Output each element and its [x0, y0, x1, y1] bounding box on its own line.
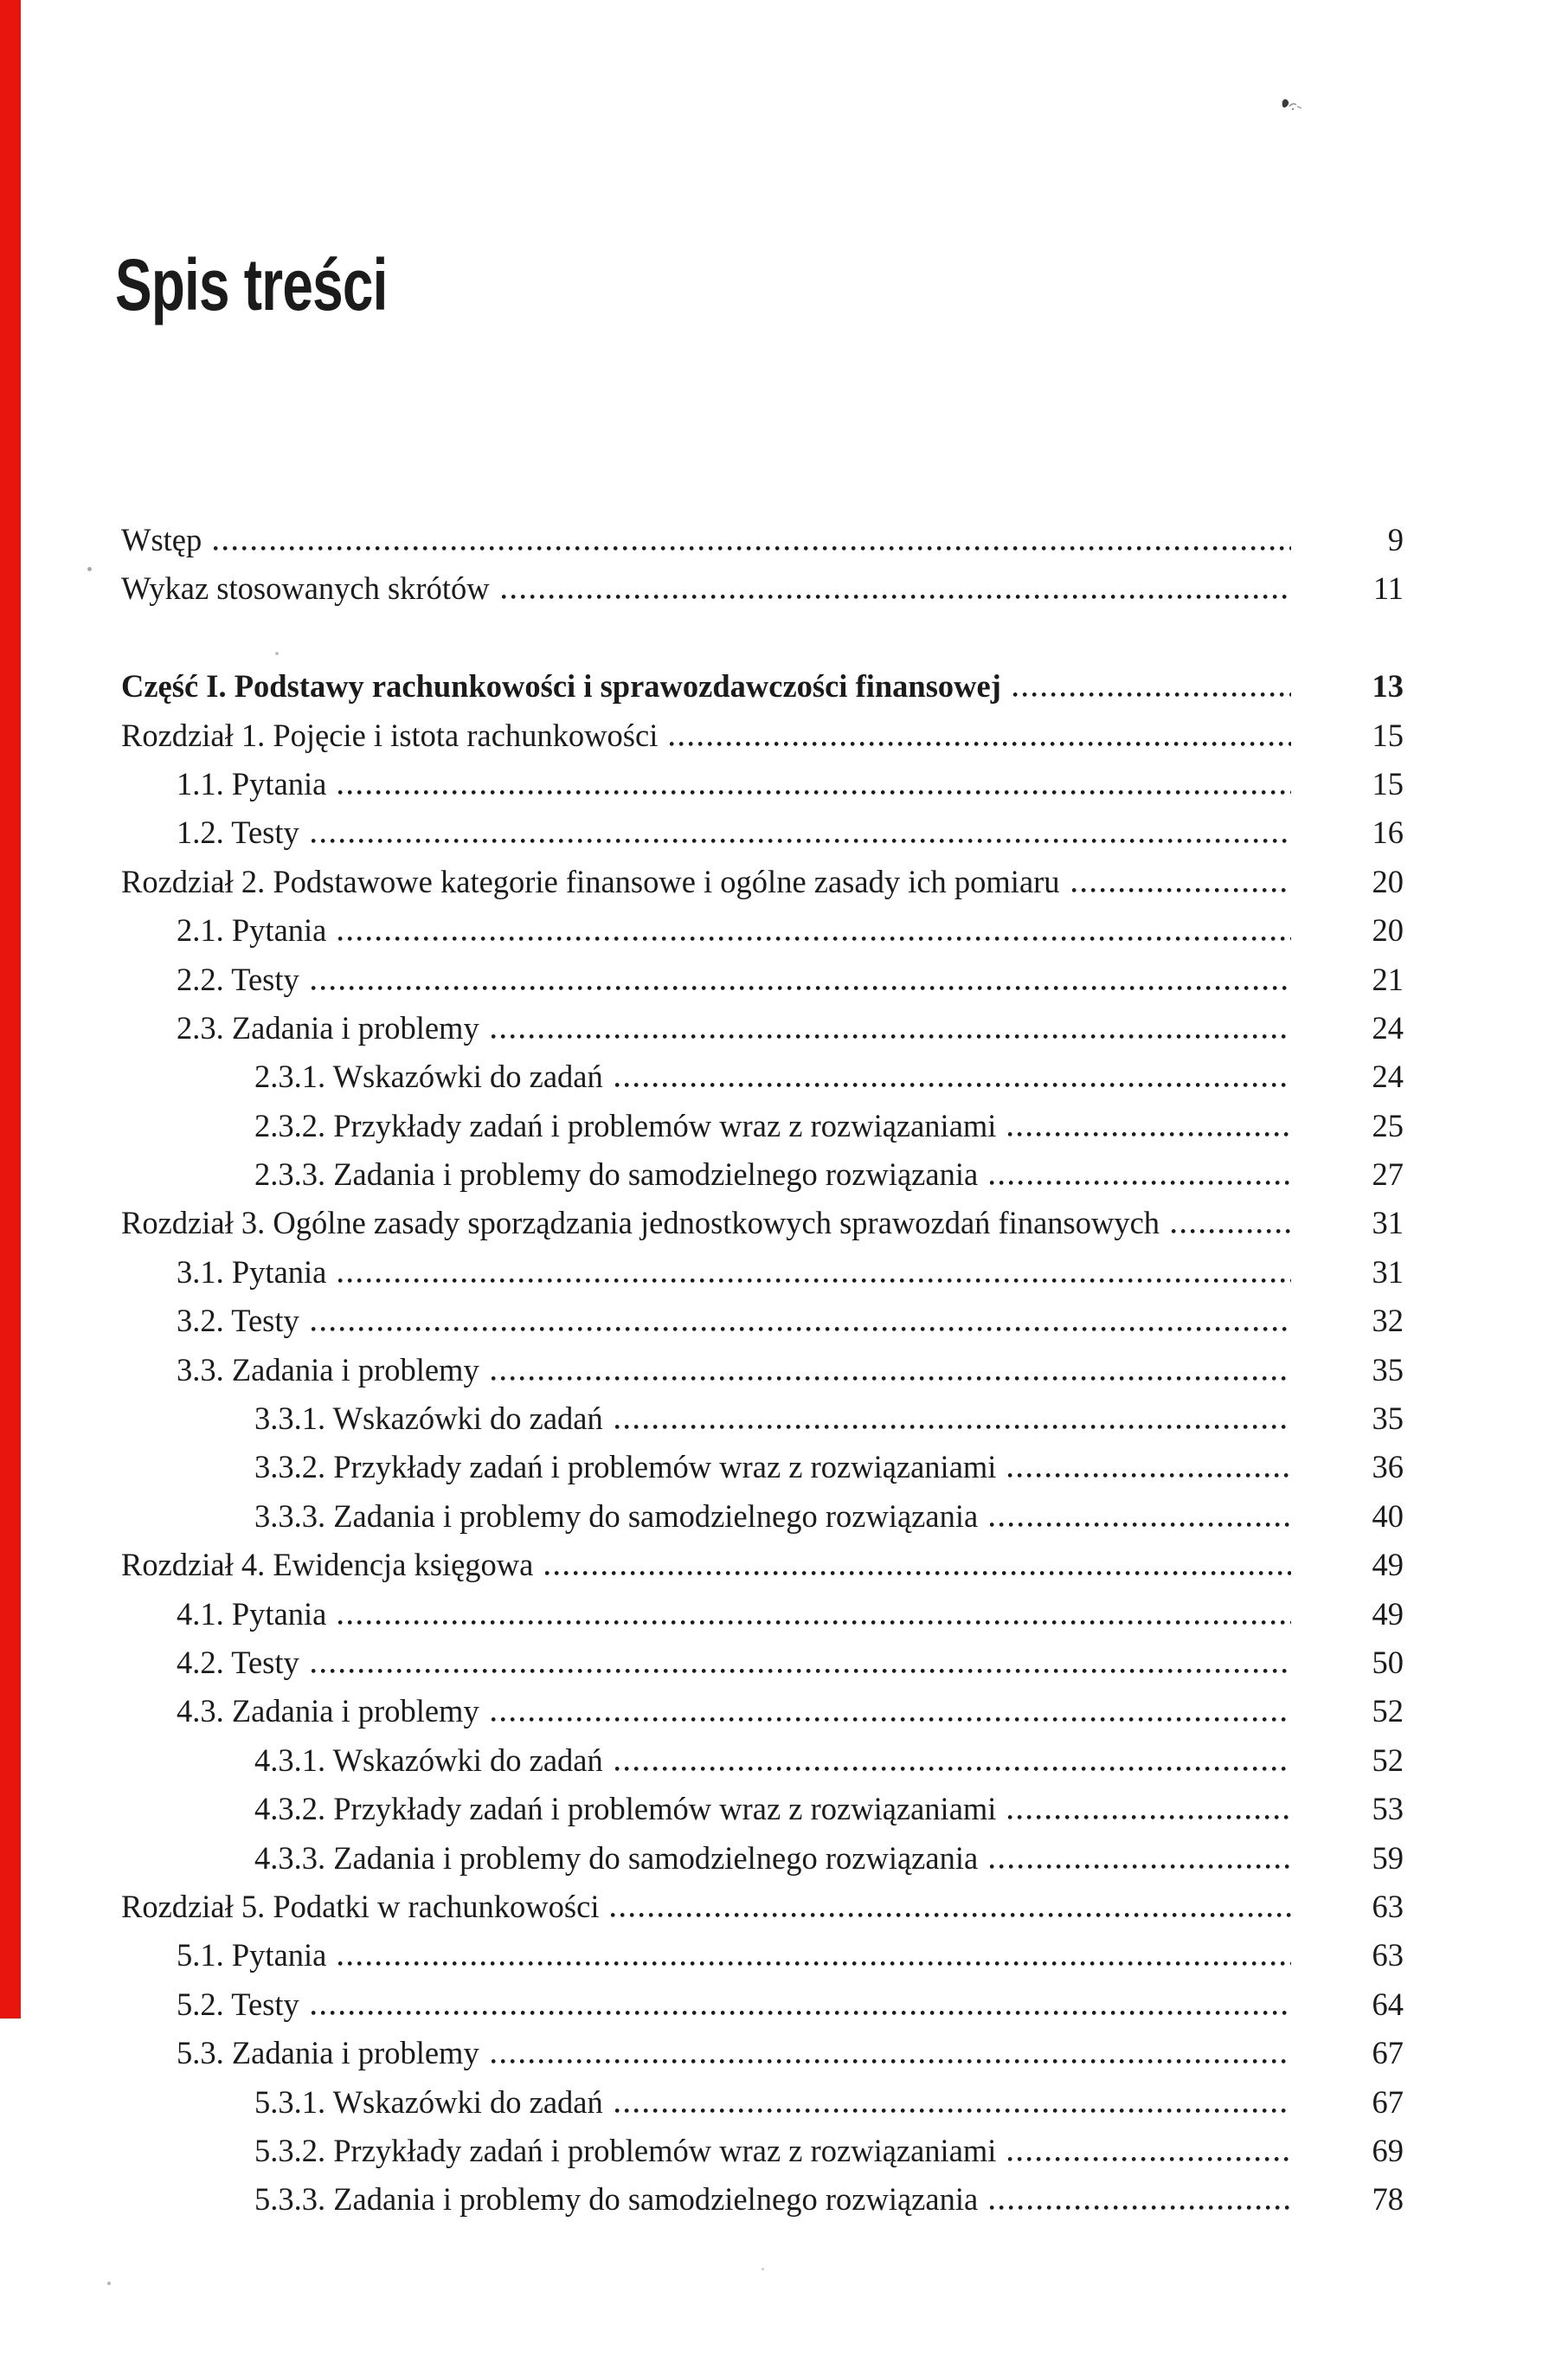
handwritten-scribble-mark: [1279, 95, 1305, 119]
toc-entry-label: 3.3.3. Zadania i problemy do samodzielnego rozwiązania: [254, 1497, 979, 1534]
toc-entry-page: 20: [1372, 912, 1404, 949]
toc-row: [121, 711, 1404, 760]
toc-entry-page: 59: [1372, 1839, 1404, 1876]
toc-entry-page: 31: [1372, 1205, 1404, 1241]
scan-noise-speck: [107, 2282, 111, 2285]
toc-entry-page: 16: [1372, 814, 1404, 851]
dotted-leader: [492, 1376, 1291, 1381]
toc-entry-label: 4.3.1. Wskazówki do zadań: [254, 1742, 603, 1778]
toc-entry-label: Rozdział 2. Podstawowe kategorie finansowe i ogólne zasady ich pomiaru: [121, 863, 1060, 899]
toc-row: [121, 1443, 1404, 1491]
toc-entry-page: 49: [1372, 1595, 1404, 1632]
toc-row: [121, 1834, 1404, 1883]
toc-entry-page: 24: [1372, 1009, 1404, 1046]
toc-row: [121, 1053, 1404, 1101]
toc-list: [121, 516, 1404, 2225]
toc-entry-label: 2.1. Pytania: [177, 912, 327, 949]
toc-entry-label: 4.1. Pytania: [177, 1595, 327, 1632]
toc-entry-page: 24: [1372, 1059, 1404, 1095]
toc-entry-page: 9: [1387, 522, 1404, 557]
dotted-leader: [312, 2011, 1291, 2015]
toc-row: [121, 956, 1404, 1004]
toc-entry-page: 53: [1372, 1791, 1404, 1827]
dotted-leader: [1008, 1132, 1291, 1136]
dotted-leader: [338, 937, 1291, 941]
toc-row: [121, 2175, 1404, 2224]
toc-row: [121, 1931, 1404, 1980]
toc-entry-label: 1.1. Pytania: [177, 765, 327, 802]
toc-entry-page: 15: [1372, 717, 1404, 753]
dotted-leader: [1072, 888, 1291, 892]
toc-entry-page: 67: [1372, 2083, 1404, 2120]
toc-row: [121, 1004, 1404, 1053]
toc-entry-page: 50: [1372, 1644, 1404, 1680]
dotted-leader: [990, 1181, 1291, 1185]
toc-entry-label: Rozdział 3. Ogólne zasady sporządzania jednostkowych sprawozdań finansowych: [121, 1205, 1160, 1241]
toc-row: [121, 1883, 1404, 1931]
dotted-leader: [338, 790, 1291, 795]
toc-entry-label: 4.3. Zadania i problemy: [177, 1693, 479, 1729]
toc-entry-page: 11: [1372, 570, 1404, 607]
dotted-leader: [502, 595, 1291, 599]
toc-entry-page: 21: [1372, 961, 1404, 997]
toc-entry-label: 5.2. Testy: [177, 1986, 299, 2022]
dotted-leader: [670, 742, 1291, 746]
toc-entry-label: 2.2. Testy: [177, 961, 299, 997]
red-edge-bar: [0, 0, 21, 2019]
toc-entry-label: 5.1. Pytania: [177, 1937, 327, 1973]
toc-row: [121, 564, 1404, 613]
toc-entry-label: Część I. Podstawy rachunkowości i sprawozdawczości finansowej: [121, 668, 1001, 705]
toc-row: [121, 1199, 1404, 1247]
toc-row: [121, 2078, 1404, 2127]
toc-entry-page: 67: [1372, 2035, 1404, 2071]
toc-entry-label: Rozdział 5. Podatki w rachunkowości: [121, 1888, 600, 1924]
toc-entry-label: Wstęp: [121, 522, 202, 557]
toc-entry-label: Wykaz stosowanych skrótów: [121, 570, 490, 607]
dotted-leader: [615, 1083, 1291, 1087]
toc-entry-label: 4.2. Testy: [177, 1644, 299, 1680]
scan-noise-speck: [87, 567, 92, 571]
toc-row: [121, 1639, 1404, 1687]
toc-entry-page: 15: [1372, 765, 1404, 802]
dotted-leader: [492, 2059, 1291, 2064]
toc-entry-page: 35: [1372, 1400, 1404, 1437]
toc-row: [121, 1346, 1404, 1394]
toc-entry-label: 1.2. Testy: [177, 814, 299, 851]
toc-entry-page: 64: [1372, 1986, 1404, 2022]
toc-row: [121, 516, 1404, 564]
dotted-leader: [611, 1913, 1291, 1917]
toc-entry-page: 52: [1372, 1742, 1404, 1778]
toc-entry-page: 25: [1372, 1107, 1404, 1143]
toc-row: [121, 1394, 1404, 1443]
dotted-leader: [312, 1669, 1291, 1673]
toc-entry-label: 3.1. Pytania: [177, 1253, 327, 1290]
toc-entry-label: 5.3.1. Wskazówki do zadań: [254, 2083, 603, 2120]
dotted-leader: [615, 2109, 1291, 2113]
dotted-leader: [214, 546, 1291, 551]
dotted-leader: [990, 2205, 1291, 2210]
toc-entry-page: 32: [1372, 1303, 1404, 1339]
dotted-leader: [615, 1767, 1291, 1771]
toc-entry-page: 13: [1372, 668, 1404, 705]
toc-entry-label: 5.3.3. Zadania i problemy do samodzielnego rozwiązania: [254, 2181, 979, 2218]
dotted-leader: [615, 1425, 1291, 1429]
toc-entry-page: 40: [1372, 1497, 1404, 1534]
toc-row: [121, 1980, 1404, 2029]
toc-row: [121, 1736, 1404, 1785]
toc-row: [121, 1785, 1404, 1833]
dotted-leader: [338, 1961, 1291, 1966]
toc-entry-label: 3.3.2. Przykłady zadań i problemów wraz z rozwiązaniami: [254, 1449, 997, 1485]
toc-entry-label: 3.3. Zadania i problemy: [177, 1351, 479, 1388]
toc-entry-page: 20: [1372, 863, 1404, 899]
scan-noise-speck: [275, 652, 279, 655]
toc-row: [121, 1687, 1404, 1735]
toc-row: [121, 662, 1404, 711]
toc-entry-page: 35: [1372, 1351, 1404, 1388]
dotted-leader: [492, 1034, 1291, 1039]
toc-row: [121, 1248, 1404, 1297]
toc-row: [121, 858, 1404, 906]
dotted-leader: [1008, 1815, 1291, 1819]
toc-row: [121, 808, 1404, 857]
toc-entry-label: Rozdział 1. Pojęcie i istota rachunkowości: [121, 717, 659, 753]
toc-entry-label: 5.3. Zadania i problemy: [177, 2035, 479, 2071]
dotted-leader: [990, 1864, 1291, 1869]
toc-entry-label: 3.3.1. Wskazówki do zadań: [254, 1400, 603, 1437]
dotted-leader: [1172, 1229, 1291, 1233]
toc-entry-label: 3.2. Testy: [177, 1303, 299, 1339]
toc-row: [121, 1297, 1404, 1345]
toc-entry-page: 31: [1372, 1253, 1404, 1290]
toc-entry-label: 2.3.2. Przykłady zadań i problemów wraz z rozwiązaniami: [254, 1107, 997, 1143]
page-title: Spis treści: [115, 244, 388, 326]
toc-row: [121, 760, 1404, 808]
dotted-leader: [312, 986, 1291, 990]
dotted-leader: [312, 839, 1291, 843]
toc-entry-label: 5.3.2. Przykłady zadań i problemów wraz z rozwiązaniami: [254, 2132, 997, 2168]
toc-entry-page: 78: [1372, 2181, 1404, 2218]
toc-entry-page: 63: [1372, 1888, 1404, 1924]
dotted-leader: [1008, 1473, 1291, 1478]
dotted-leader: [1013, 692, 1291, 697]
toc-row: [121, 1492, 1404, 1541]
dotted-leader: [1008, 2157, 1291, 2161]
toc-entry-page: 52: [1372, 1693, 1404, 1729]
toc-entry-label: 2.3. Zadania i problemy: [177, 1009, 479, 1046]
toc-entry-label: 2.3.1. Wskazówki do zadań: [254, 1059, 603, 1095]
toc-row: [121, 1590, 1404, 1639]
toc-row: [121, 1102, 1404, 1150]
toc-row: [121, 1150, 1404, 1199]
dotted-leader: [492, 1717, 1291, 1722]
toc-entry-page: 63: [1372, 1937, 1404, 1973]
toc-entry-label: Rozdział 4. Ewidencja księgowa: [121, 1547, 534, 1583]
toc-entry-page: 69: [1372, 2132, 1404, 2168]
scan-noise-speck: [762, 2268, 764, 2270]
toc-row: [121, 2127, 1404, 2175]
dotted-leader: [338, 1278, 1291, 1283]
toc-entry-label: 2.3.3. Zadania i problemy do samodzielnego rozwiązania: [254, 1156, 979, 1193]
toc-entry-page: 27: [1372, 1156, 1404, 1193]
dotted-leader: [990, 1523, 1291, 1527]
dotted-leader: [338, 1620, 1291, 1625]
toc-entry-page: 36: [1372, 1449, 1404, 1485]
dotted-leader: [312, 1327, 1291, 1331]
toc-row: [121, 2029, 1404, 2077]
toc-entry-label: 4.3.3. Zadania i problemy do samodzielnego rozwiązania: [254, 1839, 979, 1876]
dotted-leader: [545, 1571, 1291, 1575]
toc-row: [121, 906, 1404, 955]
toc-entry-label: 4.3.2. Przykłady zadań i problemów wraz z rozwiązaniami: [254, 1791, 997, 1827]
toc-entry-page: 49: [1372, 1547, 1404, 1583]
toc-row: [121, 1541, 1404, 1589]
